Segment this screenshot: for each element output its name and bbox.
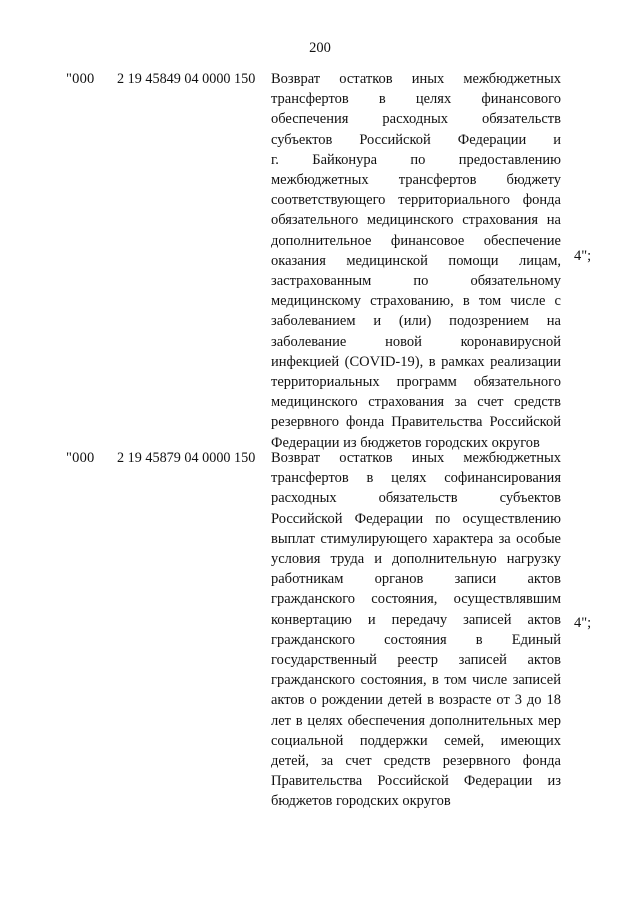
description-line: соответствующего территориального фонда — [271, 192, 561, 209]
description-line: инфекцией (COVID-19), в рамках реализации — [271, 353, 561, 370]
description-line: резервного фонда Правительства Российской — [271, 414, 561, 431]
description-line: межбюджетных трансфертов бюджету — [271, 172, 561, 189]
budget-classification-code: 2 19 45849 04 0000 150 — [117, 71, 256, 87]
description-line: гражданского состояния, осуществлявшим — [271, 591, 561, 608]
budget-classification-code: 2 19 45879 04 0000 150 — [117, 450, 256, 466]
description-line: трансфертов в целях софинансирования — [271, 470, 561, 487]
description-line: Правительства Российской Федерации из — [271, 773, 561, 790]
description-line: гражданского состояния, в том числе записей — [271, 672, 561, 689]
description-line: обязательного медицинского страхования на — [271, 212, 561, 229]
description-line: государственный реестр записей актов — [271, 652, 561, 669]
row-description — [271, 448, 561, 812]
description-line: субъектов Российской Федерации и — [271, 131, 561, 148]
description-line: трансфертов в целях финансового — [271, 91, 561, 108]
description-line: условия труда и дополнительную нагрузку — [271, 551, 561, 568]
description-line: г. Байконура по предоставлению — [271, 151, 561, 168]
description-line: дополнительное финансовое обеспечение — [271, 232, 561, 249]
description-line: Федерации из бюджетов городских округов — [271, 434, 540, 451]
description-line: лет в целях обеспечения дополнительных мер — [271, 712, 561, 729]
row-code: "000 — [66, 71, 95, 87]
description-line: актов о рождении детей в возрасте от 3 до 18 — [271, 692, 561, 709]
row-description — [271, 69, 561, 453]
row-amount: 4"; — [574, 615, 592, 631]
description-line: заболевание новой коронавирусной — [271, 333, 561, 350]
description-line: медицинскому страхованию, в том числе с — [271, 293, 561, 310]
description-line: выплат стимулирующего характера за особые — [271, 530, 561, 547]
row-amount: 4"; — [574, 248, 592, 264]
description-line: застрахованным по обязательному — [271, 273, 561, 290]
page-number: 200 — [309, 40, 331, 56]
description-line: заболеванием и (или) подозрением на — [271, 313, 561, 330]
description-line: расходных обязательств субъектов — [271, 490, 561, 507]
description-line: социальной поддержки семей, имеющих — [271, 732, 561, 749]
description-line: бюджетов городских округов — [271, 793, 451, 810]
description-line: оказания медицинской помощи лицам, — [271, 252, 561, 269]
description-line: обеспечения расходных обязательств — [271, 111, 561, 128]
description-line: конвертацию и передачу записей актов — [271, 611, 561, 628]
description-line: работникам органов записи актов — [271, 571, 561, 588]
description-line: детей, за счет средств резервного фонда — [271, 753, 561, 770]
description-line: медицинского страхования за счет средств — [271, 394, 561, 411]
description-line: территориальных программ обязательного — [271, 374, 561, 391]
row-code: "000 — [66, 450, 95, 466]
description-line: Возврат остатков иных межбюджетных — [271, 450, 561, 466]
description-line: Возврат остатков иных межбюджетных — [271, 71, 561, 87]
description-line: гражданского состояния в Единый — [271, 631, 561, 648]
description-line: Российской Федерации по осуществлению — [271, 510, 561, 527]
